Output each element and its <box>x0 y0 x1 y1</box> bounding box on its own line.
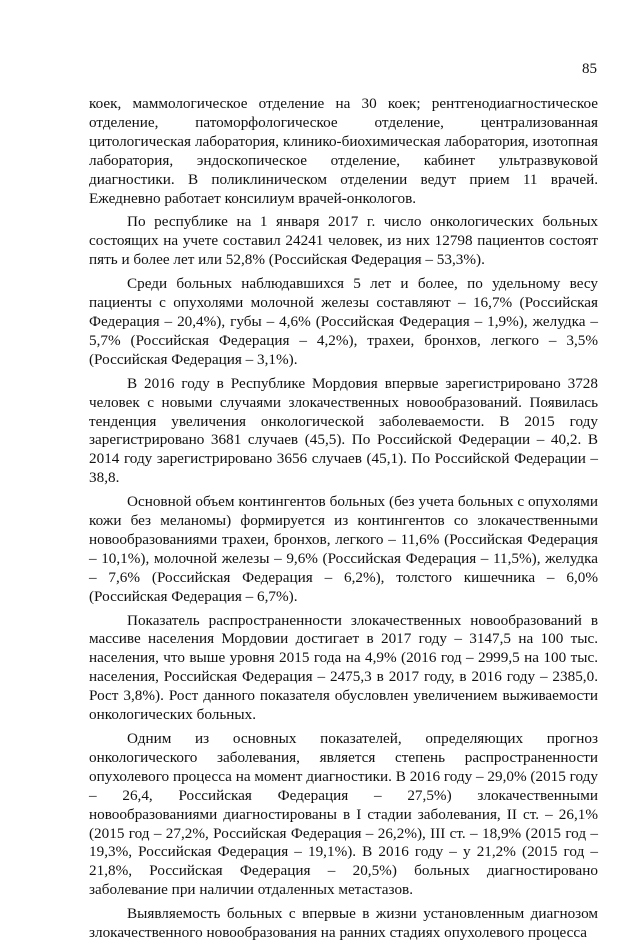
paragraph-new-cases-2016: В 2016 году в Республике Мордовия впервые зарегистрировано 3728 человек с новыми случаями злокачественных новообразований. Появилась тенденция увеличения онкологической заболеваемости. В 2015 году зарегистрировано 3681 случаев (45,5). По Российской Федерации – 40,2. В 2014 году зарегистрировано 3656 случаев (45,1). По Российской Федерации – 38,8. <box>89 374 598 487</box>
document-body <box>89 95 598 948</box>
paragraph-early-detection: Выявляемость больных с впервые в жизни установленным диагнозом злокачественного новообразования на ранних стадиях опухолевого процесса <box>89 905 598 942</box>
paragraph-five-year-observed: Среди больных наблюдавшихся 5 лет и более, по удельному весу пациенты с опухолями молочной железы составляют – 16,7% (Российская Федерация – 20,4%), губы – 4,6% (Российская Федерация – 1,9%), желудка – 5,7% (Российская Федерация – 4,2%), трахеи, бронхов, легкого – 3,5% (Российская Федерация – 3,1%). <box>89 275 598 368</box>
paragraph-registered-patients: По республике на 1 января 2017 г. число онкологических больных состоящих на учете составил 24241 человек, из них 12798 пациентов состоят пять и более лет или 52,8% (Российская Федерация – 53,3%). <box>89 213 598 269</box>
paragraph-prevalence: Показатель распространенности злокачественных новообразований в массиве населения Мордовии достигает в 2017 году – 3147,5 на 100 тыс. населения, что выше уровня 2015 года на 4,9% (2016 год – 2999,5 на 100 тыс. населения, Российская Федерация – 2475,3 в 2017 году, в 2016 году – 2385,0. Рост 3,8%). Рост данного показателя обусловлен увеличением выживаемости онкологических больных. <box>89 611 598 724</box>
paragraph-departments: коек, маммологическое отделение на 30 коек; рентгенодиагностическое отделение, патоморфологическое отделение, централизованная цитологическая лаборатория, клинико-биохимическая лаборатория, изотопная лаборатория, эндоскопическое отделение, кабинет ультразвуковой диагностики. В поликлиническом отделении ведут прием 11 врачей. Ежедневно работает консилиум врачей-онкологов. <box>89 95 598 207</box>
page-number: 85 <box>582 61 597 77</box>
paragraph-contingent-volume: Основной объем контингентов больных (без учета больных с опухолями кожи без меланомы) формируется из контингентов со злокачественными новообразованиями трахеи, бронхов, легкого – 11,6% (Российская Федерация – 10,1%), молочной железы – 9,6% (Российская Федерация – 11,5%), желудка – 7,6% (Российская Федерация – 6,2%), толстого кишечника – 6,0% (Российская Федерация – 6,7%). <box>89 493 598 605</box>
paragraph-stage-distribution: Одним из основных показателей, определяющих прогноз онкологического заболевания, является степень распространенности опухолевого процесса на момент диагностики. В 2016 году – 29,0% (2015 году – 26,4, Российская Федерация – 27,5%) злокачественными новообразованиями диагностированы в I стадии заболевания, II ст. – 26,1% (2015 год – 27,2%, Российская Федерация – 26,2%), III ст. – 18,9% (2015 год – 19,3%, Российская Федерация – 19,1%). В 2016 году – у 21,2% (2015 год – 21,8%, Российская Федерация – 20,5%) больных диагностировано заболевание при наличии отдаленных метастазов. <box>89 730 598 899</box>
